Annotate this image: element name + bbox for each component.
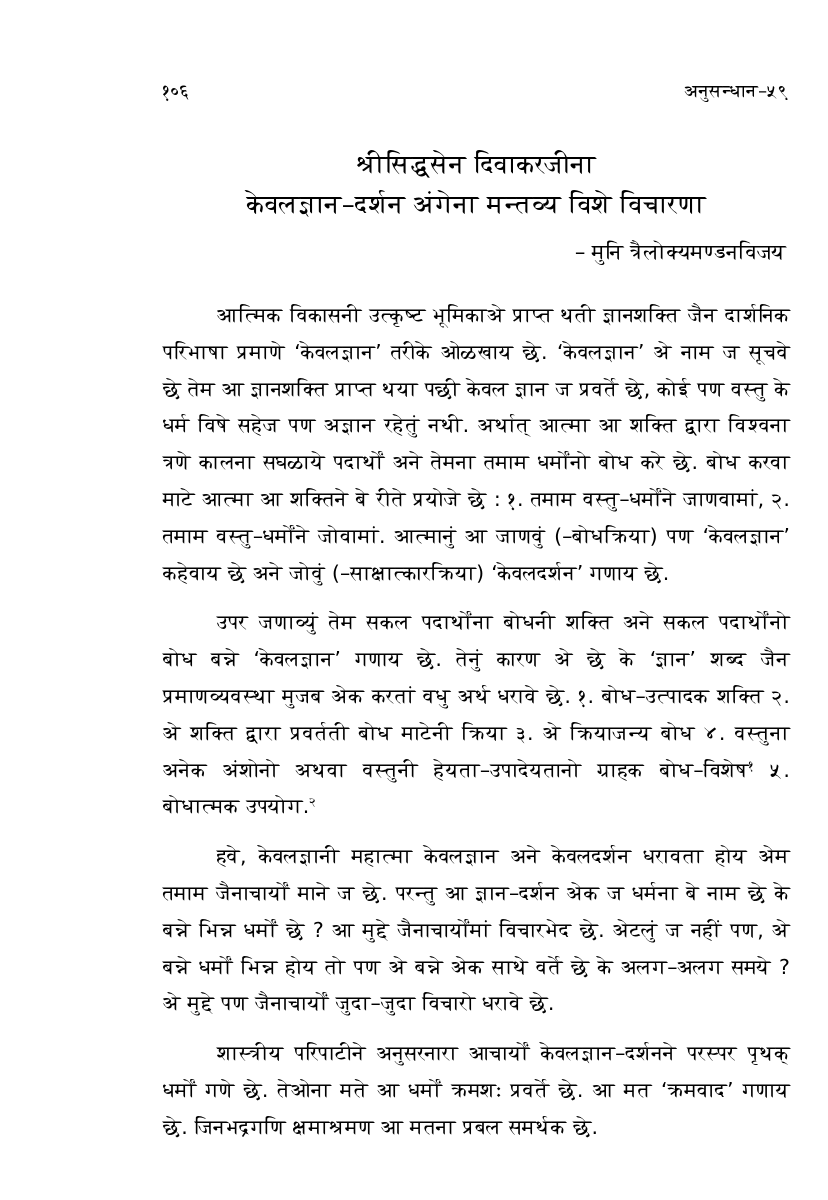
- footnote-marker-2: २: [309, 793, 317, 809]
- journal-issue-reference: अनुसन्धान–५९: [684, 81, 790, 102]
- article-author-byline: – मुनि त्रैलोक्यमण्डनविजय: [574, 240, 786, 265]
- page-folio-number: १०६: [163, 80, 192, 102]
- body-paragraph: [163, 604, 790, 825]
- footnote-marker-1: १: [748, 756, 755, 772]
- body-paragraph: हवे, केवलज्ञानी महात्मा केवलज्ञान अने केवलदर्शन धरावता होय अेम तमाम जैनाचार्यों माने ज छे. परन्तु आ ज्ञान–दर्शन अेक ज धर्मना बे नाम छे के बन्ने भिन्न धर्मों छे ? आ मुद्दे जैनाचार्योंमां विचारभेद छे. अेटलुं ज नहीं पण, अे बन्ने धर्मों भिन्न होय तो पण अे बन्ने अेक साथे वर्ते छे के अलग–अलग समये ? अे मुद्दे पण जैनाचार्यों जुदा–जुदा विचारो धरावे छे.: [163, 844, 790, 1016]
- article-title-block: [163, 146, 790, 266]
- article-title-line-1: श्रीसिद्धसेन दिवाकरजीना: [356, 150, 597, 180]
- body-paragraph-text-continued: ५. बोधात्मक उपयोग.: [163, 757, 790, 819]
- body-paragraph: शास्त्रीय परिपाटीने अनुसरनारा आचार्यों केवलज्ञान–दर्शनने परस्पर पृथक् धर्मों गणे छे. तेओना मते आ धर्मों क्रमशः प्रवर्ते छे. आ मत ‘क्रमवाद’ गणाय छे. जिनभद्रगणि क्षमाश्रमण आ मतना प्रबल समर्थक छे.: [163, 1041, 790, 1139]
- article-title-line-2: केवलज्ञान–दर्शन अंगेना मन्तव्य विशे विचारणा: [246, 189, 707, 220]
- running-header: [163, 80, 790, 103]
- body-paragraph: आत्मिक विकासनी उत्कृष्ट भूमिकाअे प्राप्त थती ज्ञानशक्ति जैन दार्शनिक परिभाषा प्रमाणे ‘केवलज्ञान’ तरीके ओळखाय छे. ‘केवलज्ञान’ अे नाम ज सूचवे छे तेम आ ज्ञानशक्ति प्राप्त थया पछी केवल ज्ञान ज प्रवर्ते छे, कोई पण वस्तु के धर्म विषे सहेज पण अज्ञान रहेतुं नथी. अर्थात् आत्मा आ शक्ति द्वारा विश्वना त्रणे कालना सघळाये पदार्थों अने तेमना तमाम धर्मोंनो बोध करे छे. बोध करवा माटे आत्मा आ शक्तिने बे रीते प्रयोजे छे : १. तमाम वस्तु–धर्मोंने जाणवामां, २. तमाम वस्तु–धर्मोंने जोवामां. आत्मानुं आ जाणवुं (–बोधक्रिया) पण ‘केवलज्ञान’ कहेवाय छे अने जोवुं (–साक्षात्कारक्रिया) ‘केवलदर्शन’ गणाय छे.: [163, 303, 790, 585]
- article-body: [163, 297, 790, 1146]
- body-paragraph-text: उपर जणाव्युं तेम सकल पदार्थोंना बोधनी शक्ति अने सकल पदार्थोंनो बोध बन्ने ‘केवलज्ञान’ गणाय छे. तेनुं कारण अे छे के ‘ज्ञान’ शब्द जैन प्रमाणव्यवस्था मुजब अेक करतां वधु अर्थ धरावे छे. १. बोध–उत्पादक शक्ति २. अे शक्ति द्वारा प्रवर्तती बोध माटेनी क्रिया ३. अे क्रियाजन्य बोध ४. वस्तुना अनेक अंशोनो अथवा वस्तुनी हेयता–उपादेयतानो ग्राहक बोध–विशेष: [163, 610, 790, 782]
